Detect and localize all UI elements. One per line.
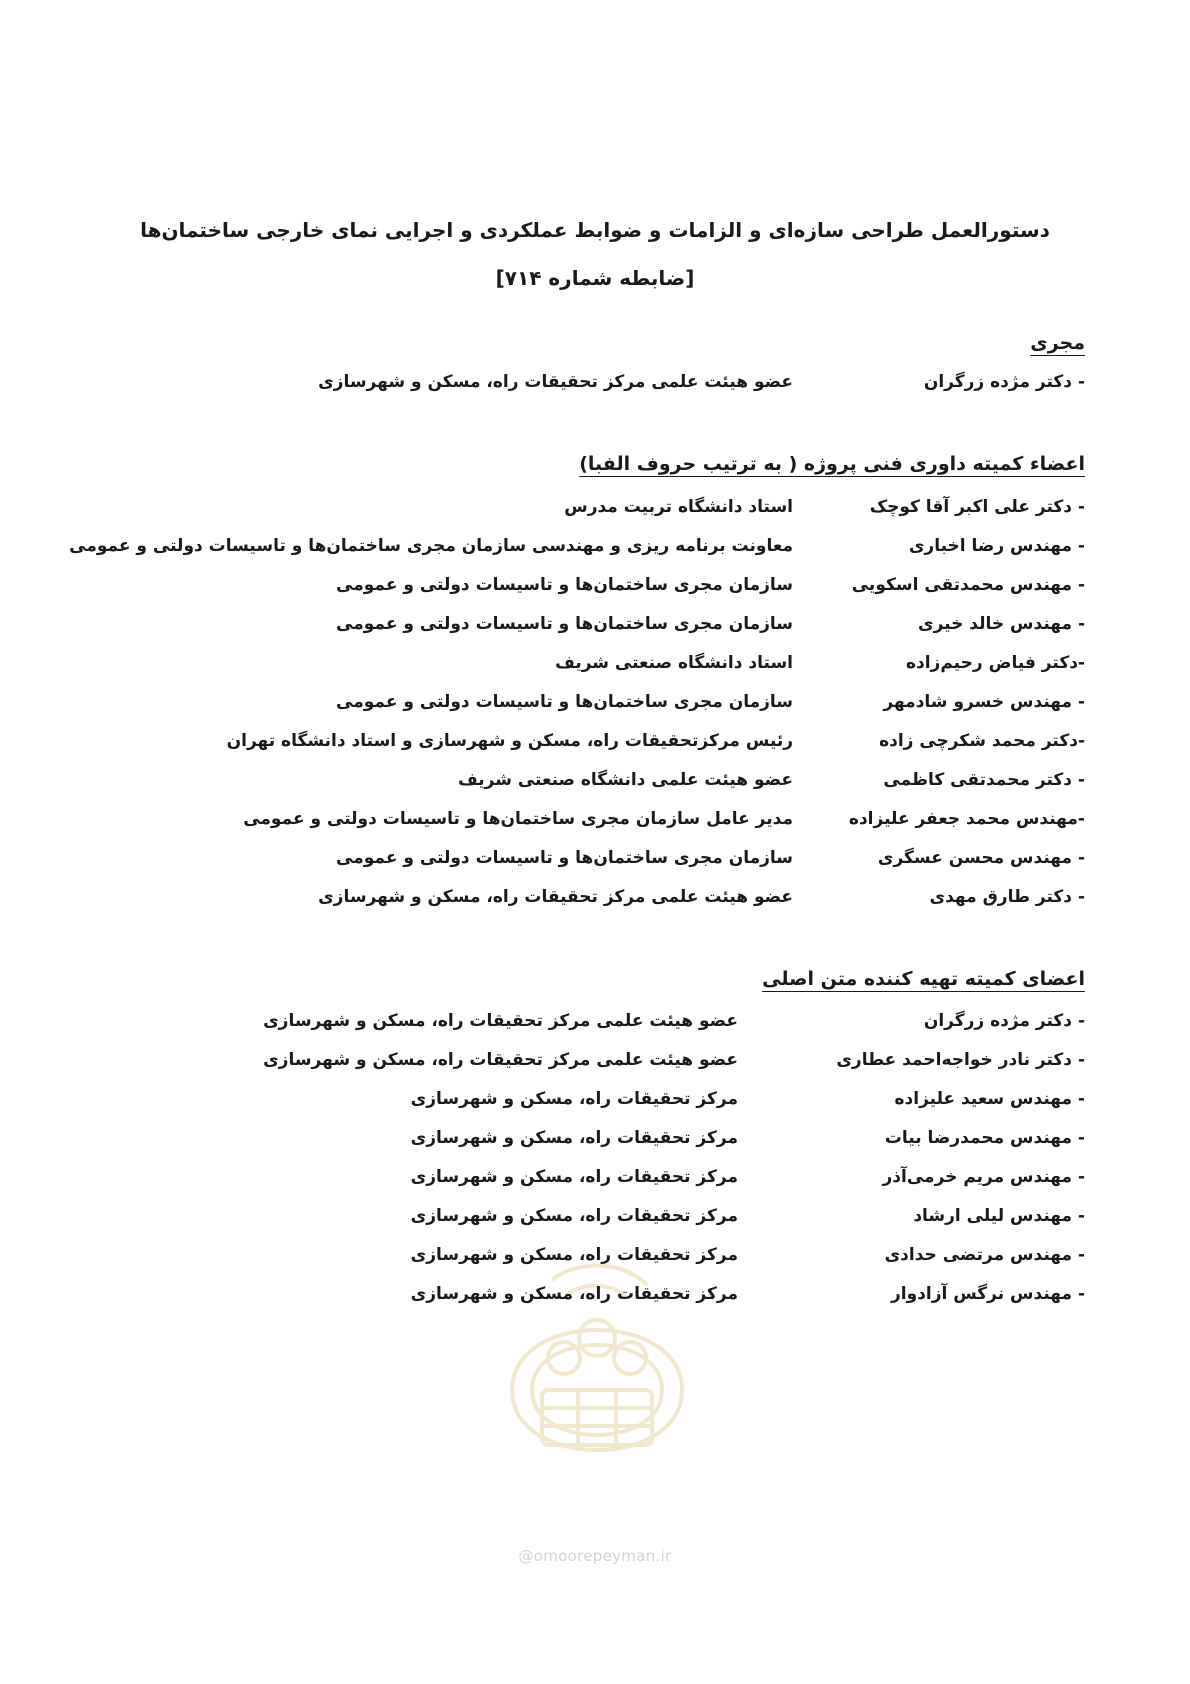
member-name: - مهندس رضا اخباری bbox=[908, 536, 1085, 556]
review-committee-heading: اعضاء کمیته داوری فنی پروژه ( به ترتیب حروف الفبا) bbox=[579, 453, 1085, 475]
member-name: -دکتر محمد شکرچی زاده bbox=[879, 731, 1085, 751]
list-item bbox=[0, 848, 1190, 878]
member-name: - مهندس محسن عسگری bbox=[877, 848, 1085, 868]
member-affiliation: عضو هیئت علمی مرکز تحقیقات راه، مسکن و شهرسازی bbox=[263, 1011, 738, 1031]
document-title: دستورالعمل طراحی سازه‌ای و الزامات و ضوابط عملکردی و اجرایی نمای خارجی ساختمان‌ها bbox=[140, 218, 1050, 242]
list-item bbox=[0, 1089, 1190, 1119]
member-name: - مهندس محمدرضا بیات bbox=[884, 1128, 1085, 1148]
list-item bbox=[0, 692, 1190, 722]
member-affiliation: سازمان مجری ساختمان‌ها و تاسیسات دولتی و عمومی bbox=[336, 692, 793, 712]
member-affiliation: سازمان مجری ساختمان‌ها و تاسیسات دولتی و عمومی bbox=[336, 848, 793, 868]
member-affiliation: عضو هیئت علمی مرکز تحقیقات راه، مسکن و شهرسازی bbox=[318, 372, 793, 392]
member-name: - مهندس نرگس آزادوار bbox=[891, 1284, 1085, 1304]
member-affiliation: معاونت برنامه ریزی و مهندسی سازمان مجری ساختمان‌ها و تاسیسات دولتی و عمومی bbox=[69, 536, 793, 556]
list-item bbox=[0, 887, 1190, 917]
member-affiliation: مرکز تحقیقات راه، مسکن و شهرسازی bbox=[410, 1167, 738, 1187]
list-item bbox=[0, 536, 1190, 566]
list-item bbox=[0, 653, 1190, 683]
member-affiliation: مدیر عامل سازمان مجری ساختمان‌ها و تاسیسات دولتی و عمومی bbox=[243, 809, 793, 829]
list-item bbox=[0, 1050, 1190, 1080]
member-name: - مهندس لیلی ارشاد bbox=[913, 1206, 1085, 1226]
list-item bbox=[0, 731, 1190, 761]
member-name: - دکتر مژده زرگران bbox=[923, 1011, 1085, 1031]
executor-heading: مجری bbox=[1030, 332, 1085, 354]
member-affiliation: مرکز تحقیقات راه، مسکن و شهرسازی bbox=[410, 1206, 738, 1226]
list-item bbox=[0, 770, 1190, 800]
member-affiliation: عضو هیئت علمی مرکز تحقیقات راه، مسکن و شهرسازی bbox=[263, 1050, 738, 1070]
member-affiliation: سازمان مجری ساختمان‌ها و تاسیسات دولتی و عمومی bbox=[336, 575, 793, 595]
watermark-text: @omoorepeyman.ir bbox=[518, 1547, 672, 1565]
member-affiliation: مرکز تحقیقات راه، مسکن و شهرسازی bbox=[410, 1284, 738, 1304]
member-affiliation: مرکز تحقیقات راه، مسکن و شهرسازی bbox=[410, 1245, 738, 1265]
member-affiliation: مرکز تحقیقات راه، مسکن و شهرسازی bbox=[410, 1089, 738, 1109]
member-affiliation: استاد دانشگاه صنعتی شریف bbox=[555, 653, 793, 673]
member-name: - مهندس مریم خرمی‌آذر bbox=[882, 1167, 1085, 1187]
list-item bbox=[0, 497, 1190, 527]
list-item bbox=[0, 575, 1190, 605]
member-name: - مهندس مرتضی حدادی bbox=[884, 1245, 1085, 1265]
member-affiliation: مرکز تحقیقات راه، مسکن و شهرسازی bbox=[410, 1128, 738, 1148]
member-name: - مهندس خالد خیری bbox=[918, 614, 1085, 634]
list-item bbox=[0, 1245, 1190, 1275]
member-name: - دکتر نادر خواجه‌احمد عطاری bbox=[836, 1050, 1085, 1070]
member-affiliation: عضو هیئت علمی دانشگاه صنعتی شریف bbox=[458, 770, 793, 790]
list-item bbox=[0, 372, 1190, 402]
member-affiliation: عضو هیئت علمی مرکز تحقیقات راه، مسکن و شهرسازی bbox=[318, 887, 793, 907]
member-name: - دکتر محمدتقی کاظمی bbox=[883, 770, 1085, 790]
member-name: - مهندس خسرو شادمهر bbox=[883, 692, 1085, 712]
member-name: - مهندس سعید علیزاده bbox=[894, 1089, 1085, 1109]
list-item bbox=[0, 809, 1190, 839]
list-item bbox=[0, 1167, 1190, 1197]
member-name: - دکتر طارق مهدی bbox=[929, 887, 1085, 907]
member-affiliation: استاد دانشگاه تربیت مدرس bbox=[564, 497, 793, 517]
member-name: - مهندس محمدتقی اسکویی bbox=[851, 575, 1085, 595]
member-name: -مهندس محمد جعفر علیزاده bbox=[848, 809, 1085, 829]
list-item bbox=[0, 1011, 1190, 1041]
member-affiliation: رئیس مرکزتحقیقات راه، مسکن و شهرسازی و استاد دانشگاه تهران bbox=[226, 731, 793, 751]
list-item bbox=[0, 1206, 1190, 1236]
list-item bbox=[0, 614, 1190, 644]
list-item bbox=[0, 1128, 1190, 1158]
member-name: - دکتر مژده زرگران bbox=[923, 372, 1085, 392]
member-affiliation: سازمان مجری ساختمان‌ها و تاسیسات دولتی و عمومی bbox=[336, 614, 793, 634]
authoring-committee-heading: اعضای کمیته تهیه کننده متن اصلی bbox=[762, 968, 1085, 990]
document-code: [ضابطه شماره ۷۱۴] bbox=[495, 266, 695, 290]
member-name: -دکتر فیاض رحیم‌زاده bbox=[905, 653, 1085, 673]
list-item bbox=[0, 1284, 1190, 1314]
member-name: - دکتر علی اکبر آقا کوچک bbox=[869, 497, 1085, 517]
